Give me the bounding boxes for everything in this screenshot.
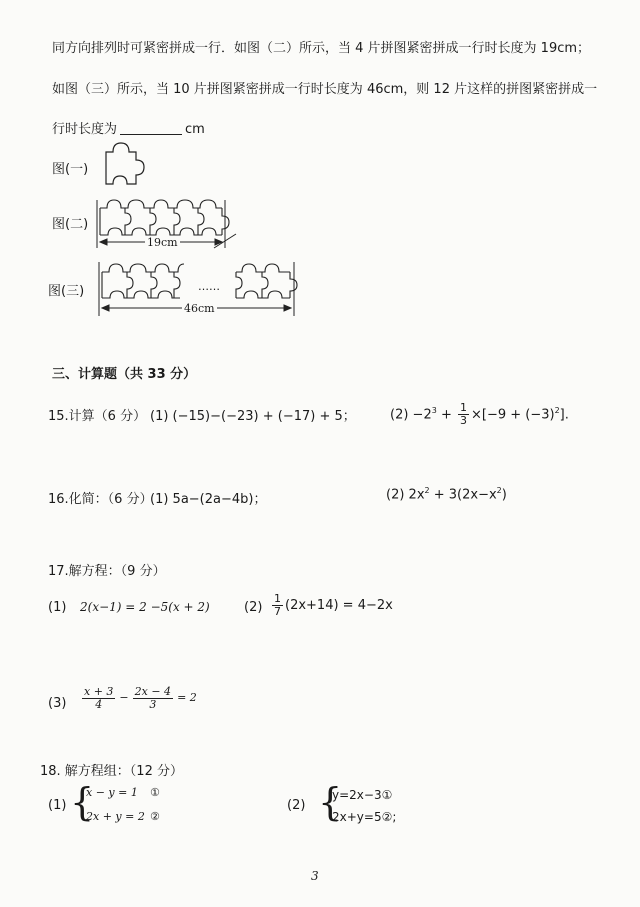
q17-p3-label: (3): [48, 696, 67, 711]
q18-p1-mark2: ②: [150, 810, 160, 823]
q17-p3-frac1: [82, 686, 115, 711]
q17-p2-num: 1: [274, 592, 281, 605]
q17-p3-equation: [80, 684, 197, 712]
section3-heading: 三、计算题（共 33 分）: [52, 367, 197, 382]
q17-p2-equation: [270, 592, 393, 620]
q16-part2-c: ): [501, 487, 507, 503]
fig3-length-label: 46cm: [184, 302, 215, 315]
fig2-length-label: 19cm: [147, 236, 178, 249]
q17-p2-den: 7: [274, 605, 281, 618]
problem14-line1: 同方向排列时可紧密拼成一行．如图（二）所示，当 4 片拼图紧密拼成一行时长度为 19cm；: [52, 41, 591, 56]
q18-label: 18. 解方程组：（12 分）: [40, 764, 183, 779]
q18-p2-eq2-text: 2x+y=5②: [332, 810, 393, 824]
q17-p3-den1: 4: [95, 697, 103, 711]
q16-exp1: 2: [424, 486, 430, 495]
q18-p2-end: ;: [392, 810, 397, 824]
q16-part2-a: (2) 2x: [386, 487, 425, 503]
q15-part1: (1) (−15)−(−23) + (−17) + 5；: [150, 409, 356, 424]
q15-part2-prefix: (2) −2: [390, 407, 432, 423]
fig2-puzzle-row: [100, 200, 229, 235]
q17-p1-label: (1): [48, 600, 67, 615]
q18-p2-eq1: y=2x−3①: [332, 788, 393, 802]
problem14-unit: cm: [185, 122, 205, 137]
q15-fraction: [458, 402, 469, 427]
q18-p2-eq2: [332, 810, 396, 824]
fig3-label: 图(三): [48, 284, 85, 299]
fig1-label: 图(一): [52, 162, 89, 177]
q15-exp2: 2: [554, 406, 560, 415]
q15-frac-num: 1: [459, 401, 467, 415]
q18-p1-mark1: ①: [150, 786, 160, 799]
q17-p1-equation: 2(x−1) = 2 −5(x + 2): [80, 600, 210, 614]
fig2-label: 图(二): [52, 217, 89, 232]
q18-p2-label: (2): [287, 798, 306, 813]
q16-part2-b: + 3(2x−x: [429, 487, 497, 503]
q17-p2-fraction: [272, 593, 283, 618]
q17-p3-rhs: = 2: [177, 691, 197, 704]
q17-p3-num2: 2x − 4: [134, 684, 172, 698]
q15-part2-end: ].: [559, 407, 569, 423]
fig1-puzzle-piece: [106, 143, 144, 184]
q16-part1: (1) 5a−(2a−4b)；: [150, 492, 267, 507]
q15-plus: +: [436, 407, 456, 423]
q17-p2-label: (2): [244, 600, 263, 615]
q18-p1-brace: {: [70, 780, 95, 824]
q15-part2: [390, 397, 569, 429]
q16-exp2: 2: [496, 486, 502, 495]
q15-label: 15.计算（6 分）: [48, 409, 147, 424]
q18-p2-brace: {: [318, 780, 343, 824]
fig3-ellipsis: ……: [198, 280, 220, 293]
q17-p3-den2: 3: [149, 697, 157, 711]
q16-label: 16.化简：（6 分）: [48, 492, 153, 507]
q17-p3-minus: −: [119, 691, 129, 704]
problem14-line2: 如图（三）所示，当 10 片拼图紧密拼成一行时长度为 46cm，则 12 片这样的拼图紧密拼成一: [52, 82, 598, 97]
problem14-line3-prefix: 行时长度为: [52, 122, 118, 137]
q15-frac-den: 3: [459, 414, 467, 428]
q16-part2: [386, 486, 507, 502]
q18-p1-eq1: x − y = 1: [86, 786, 138, 799]
q18-p1-label: (1): [48, 798, 67, 813]
page-number: 3: [311, 869, 319, 883]
q17-p2-rest: (2x+14) = 4−2x: [285, 598, 393, 613]
q18-p1-eq2: 2x + y = 2: [86, 810, 145, 823]
q17-p3-frac2: [133, 686, 173, 711]
q17-p3-num1: x + 3: [84, 684, 114, 698]
q15-part2-suffix: ×[−9 + (−3): [470, 407, 555, 423]
q17-label: 17.解方程：（9 分）: [48, 564, 166, 579]
q15-exp1: 3: [431, 406, 437, 415]
